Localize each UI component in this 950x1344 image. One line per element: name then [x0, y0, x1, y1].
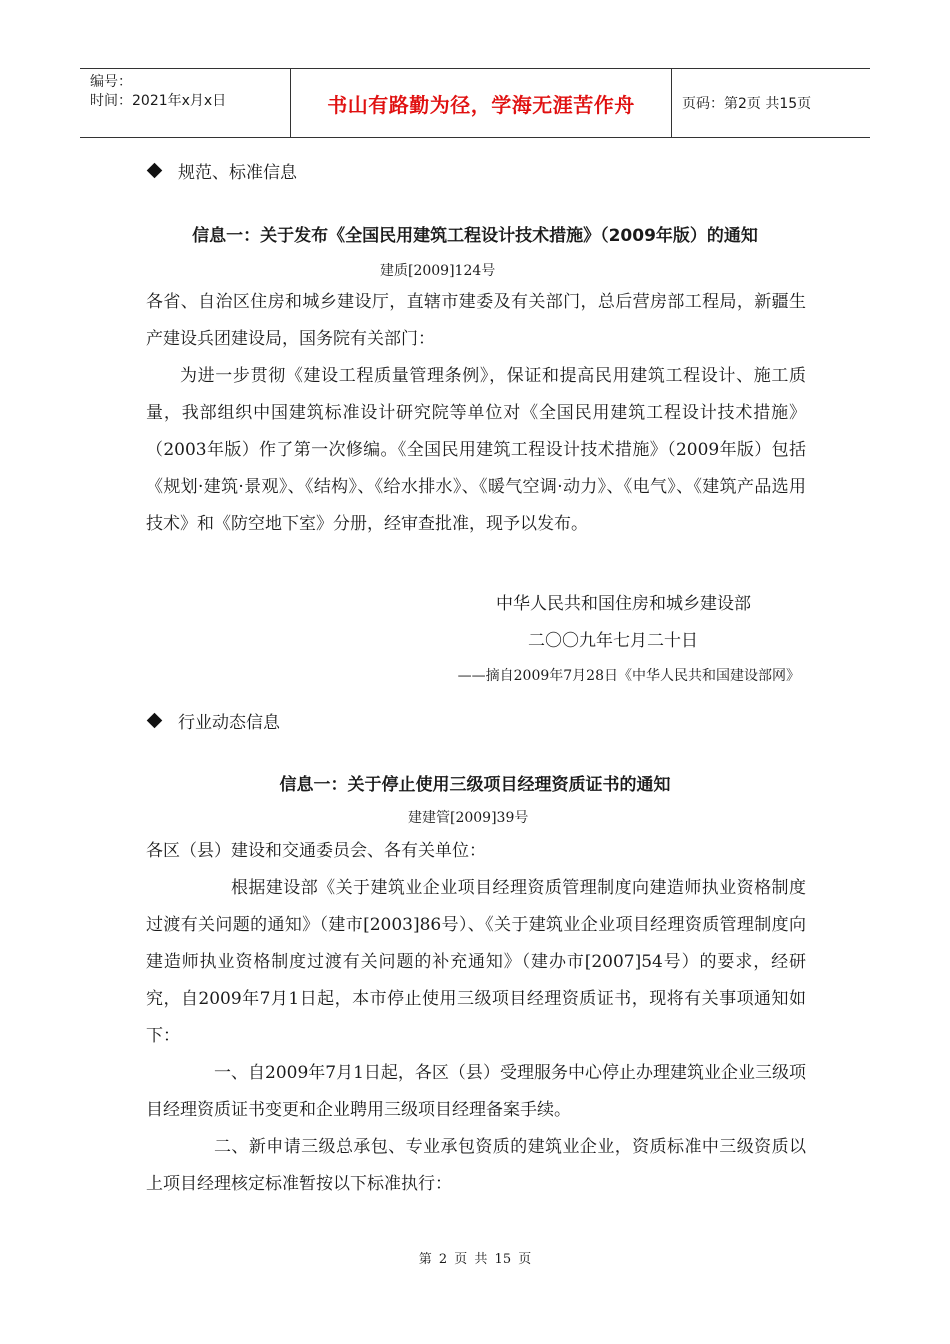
doc-number-1: 建质[2009]124号: [380, 263, 496, 279]
signer: 中华人民共和国住房和城乡建设部: [496, 594, 751, 614]
notice-item-1: 一、自2009年7月1日起，各区（县）受理服务中心停止办理建筑业企业三级项目经理资质证书变更和企业聘用三级项目经理备案手续。: [146, 1063, 806, 1120]
sign-date: 二〇〇九年七月二十日: [528, 631, 698, 651]
addressee-2: 各区（县）建设和交通委员会、各有关单位：: [146, 841, 486, 861]
notice-title-2: 信息一：关于停止使用三级项目经理资质证书的通知: [279, 775, 671, 795]
notice-item-2: 二、新申请三级总承包、专业承包资质的建筑业企业，资质标准中三级资质以上项目经理核定标准暂按以下标准执行：: [146, 1137, 806, 1194]
page-header: [80, 68, 870, 138]
number-label: 编号：: [90, 74, 132, 90]
notice-body-1: 为进一步贯彻《建设工程质量管理条例》，保证和提高民用建筑工程设计、施工质量，我部组织中国建筑标准设计研究院等单位对《全国民用建筑工程设计技术措施》（2003年版）作了第一次修编。《全国民用建筑工程设计技术措施》（2009年版）包括《规划·建筑·景观》、《结构》、《给水排水》、《暖气空调·动力》、《电气》、《建筑产品选用技术》和《防空地下室》分册，经审查批准，现予以发布。: [146, 366, 806, 534]
diamond-bullet-icon: [147, 163, 163, 179]
page-footer: 第 2 页 共 15 页: [418, 1252, 532, 1267]
time-label: 时间：2021年x月x日: [90, 93, 227, 109]
source-note: ——摘自2009年7月28日《中华人民共和国建设部网》: [457, 668, 800, 684]
notice-body-2: 根据建设部《关于建筑业企业项目经理资质管理制度向建造师执业资格制度过渡有关问题的通知》（建市[2003]86号）、《关于建筑业企业项目经理资质管理制度向建造师执业资格制度过渡有关问题的补充通知》（建办市[2007]54号）的要求，经研究，自2009年7月1日起，本市停止使用三级项目经理资质证书，现将有关事项通知如下：: [146, 878, 806, 1046]
section-heading-industry: [146, 708, 280, 733]
addressee-1: 各省、自治区住房和城乡建设厅，直辖市建委及有关部门，总后营房部工程局，新疆生产建设兵团建设局，国务院有关部门：: [146, 292, 806, 349]
header-motto: 书山有路勤为径，学海无涯苦作舟: [290, 69, 672, 137]
section-heading-standards: [146, 158, 297, 183]
section-heading-label: 规范、标准信息: [178, 163, 297, 183]
section-heading-label: 行业动态信息: [178, 713, 280, 733]
notice-title-1: 信息一：关于发布《全国民用建筑工程设计技术措施》（2009年版）的通知: [192, 226, 758, 246]
header-page-info: 页码：第2页 共15页: [682, 96, 812, 112]
header-meta: [80, 69, 290, 137]
doc-number-2: 建建管[2009]39号: [408, 810, 529, 826]
diamond-bullet-icon: [147, 713, 163, 729]
